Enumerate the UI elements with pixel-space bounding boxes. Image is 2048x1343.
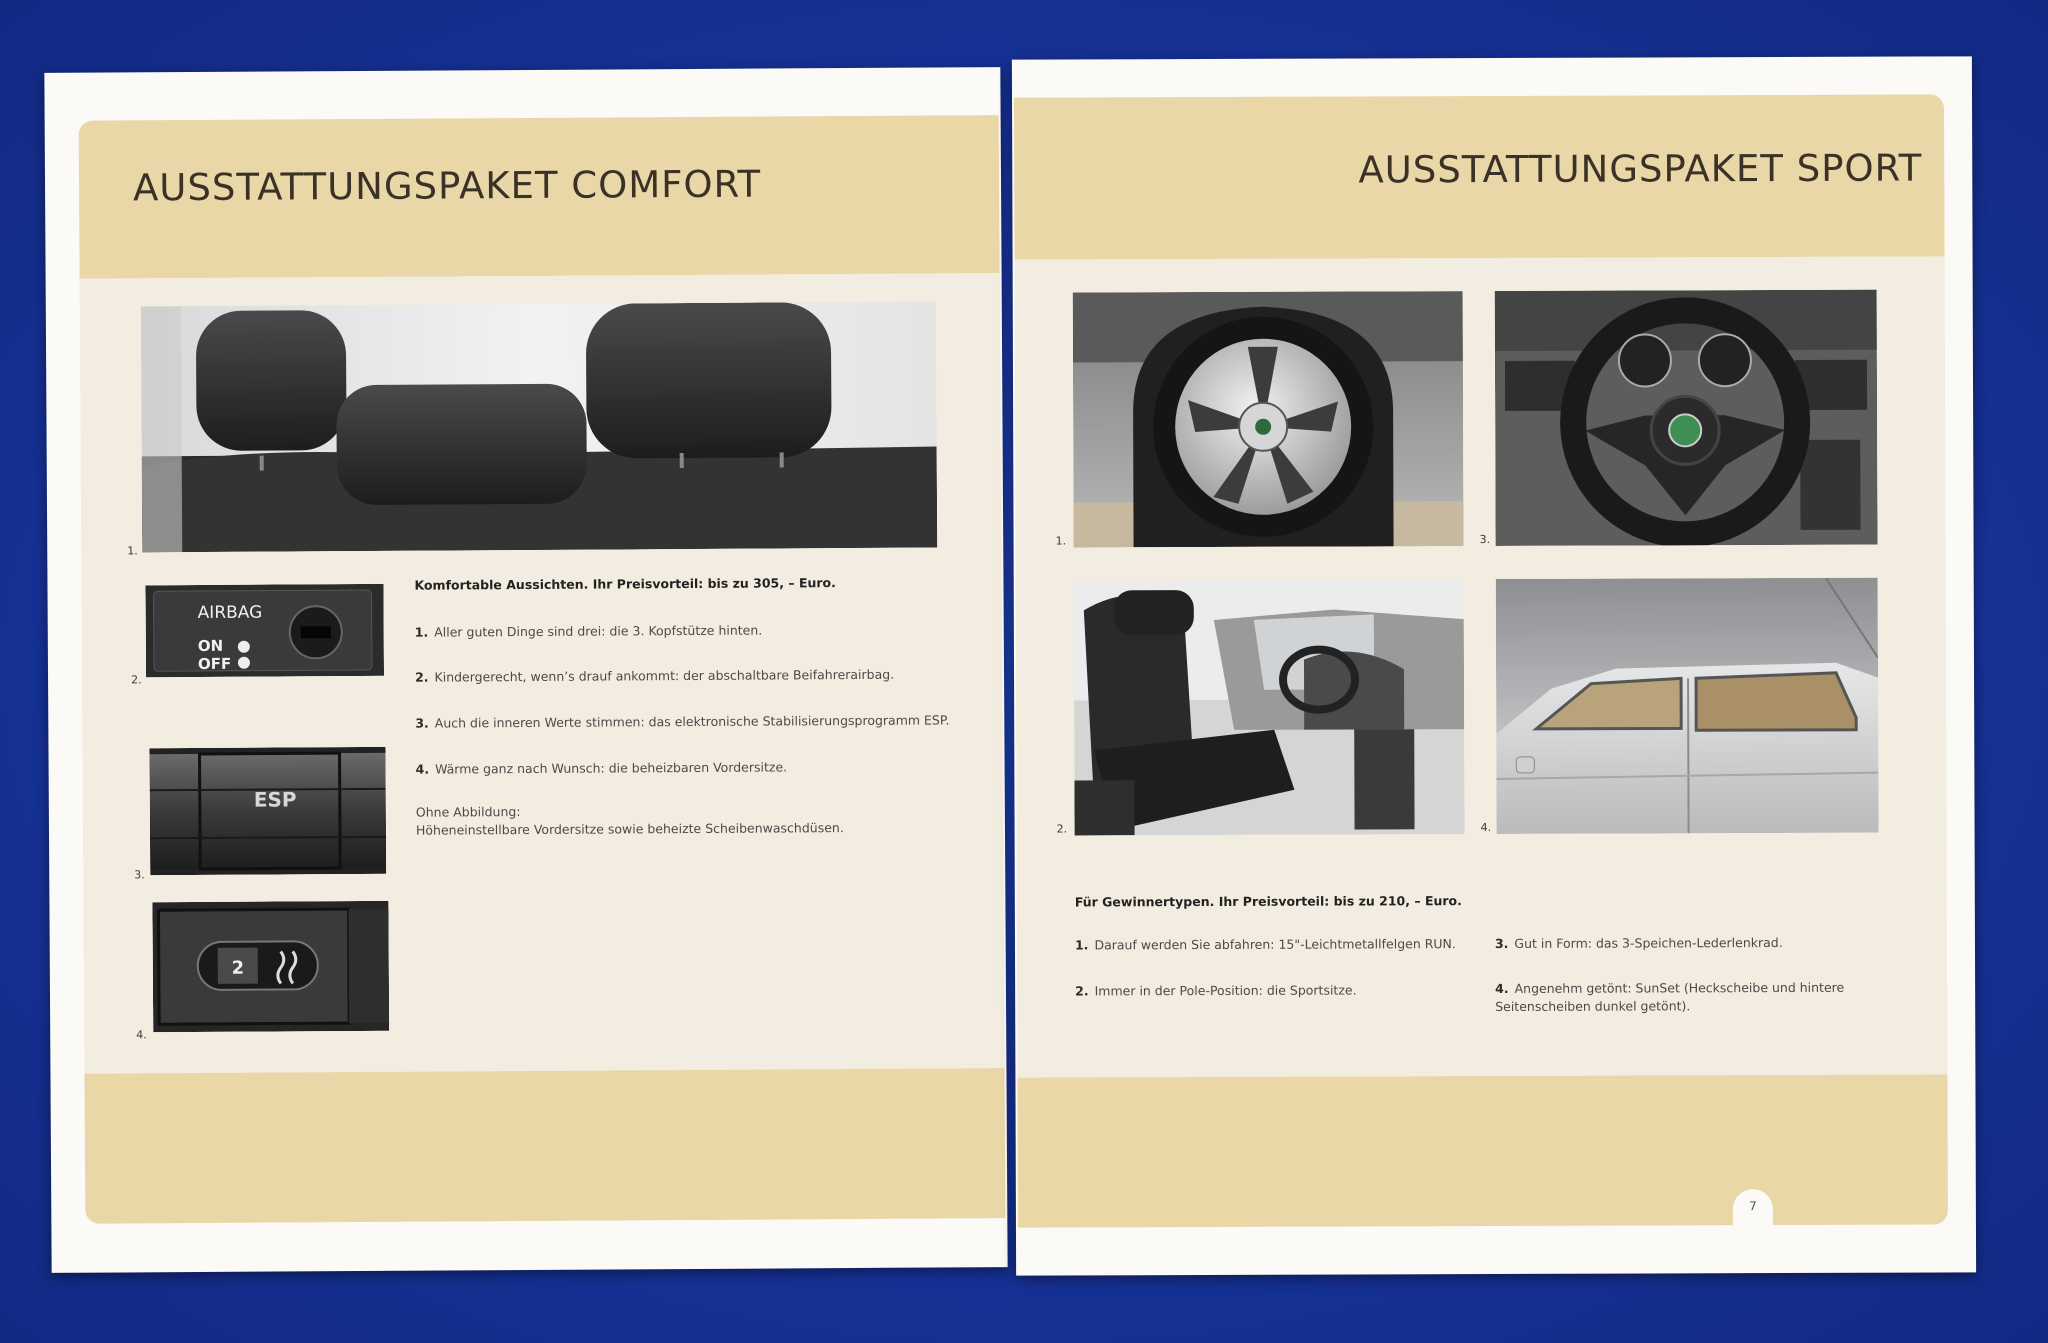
tinted-windows-photo — [1496, 578, 1879, 834]
headrest-photo — [141, 301, 937, 552]
airbag-on-label: ON — [197, 636, 224, 656]
photo-number: 1. — [127, 544, 138, 558]
section-heading: Komfortable Aussichten. Ihr Preisvorteil: bis zu 305, – Euro. — [414, 575, 836, 593]
right-page — [1012, 56, 1976, 1275]
page-number: 7 — [1733, 1189, 1773, 1225]
photo-number: 2. — [1056, 822, 1068, 836]
list-item: 3. Auch die inneren Werte stimmen: das elektronische Stabilisierungsprogramm ESP. — [415, 712, 950, 731]
footer-band — [84, 1068, 1005, 1224]
photo-number: 4. — [136, 1028, 147, 1042]
esp-label: ESP — [253, 787, 297, 812]
airbag-off-label: OFF — [197, 654, 232, 674]
esp-button-photo — [149, 747, 386, 875]
photo-number: 1. — [1055, 534, 1067, 548]
sport-seats-photo — [1074, 579, 1465, 835]
seat-heating-photo — [152, 901, 389, 1032]
left-page — [44, 67, 1007, 1273]
list-item: 1. Aller guten Dinge sind drei: die 3. Kopfstütze hinten. — [414, 622, 763, 640]
note-label: Ohne Abbildung: — [415, 804, 521, 820]
alloy-wheel-photo — [1073, 291, 1464, 547]
airbag-label: AIRBAG — [197, 602, 263, 624]
page-title: AUSSTATTUNGSPAKET COMFORT — [132, 162, 762, 210]
list-item: 4. Angenehm getönt: SunSet (Heckscheibe und hintere Seitenscheiben dunkel getönt). — [1495, 979, 1845, 1014]
airbag-switch-photo — [145, 584, 384, 677]
note-text: Höheneinstellbare Vordersitze sowie beheizte Scheibenwaschdüsen. — [415, 820, 844, 838]
photo-number: 4. — [1480, 821, 1492, 835]
list-item: 3. Gut in Form: das 3-Speichen-Lederlenkrad. — [1494, 934, 1783, 951]
section-heading: Für Gewinnertypen. Ihr Preisvorteil: bis zu 210, – Euro. — [1074, 893, 1462, 910]
photo-number: 2. — [131, 673, 142, 687]
steering-wheel-photo — [1495, 290, 1878, 546]
page-title: AUSSTATTUNGSPAKET SPORT — [1358, 146, 1923, 192]
photo-number: 3. — [134, 868, 145, 882]
svg-text:2: 2 — [231, 957, 245, 979]
list-item: 4. Wärme ganz nach Wunsch: die beheizbaren Vordersitze. — [415, 759, 788, 777]
list-item: 2. Immer in der Pole-Position: die Sportsitze. — [1075, 982, 1357, 999]
footer-band — [1017, 1074, 1948, 1227]
list-item: 1. Darauf werden Sie abfahren: 15"-Leichtmetallfelgen RUN. — [1074, 936, 1456, 953]
list-item: 2. Kindergerecht, wenn’s drauf ankommt: der abschaltbare Beifahrerairbag. — [414, 666, 895, 685]
photo-number: 3. — [1479, 533, 1491, 547]
